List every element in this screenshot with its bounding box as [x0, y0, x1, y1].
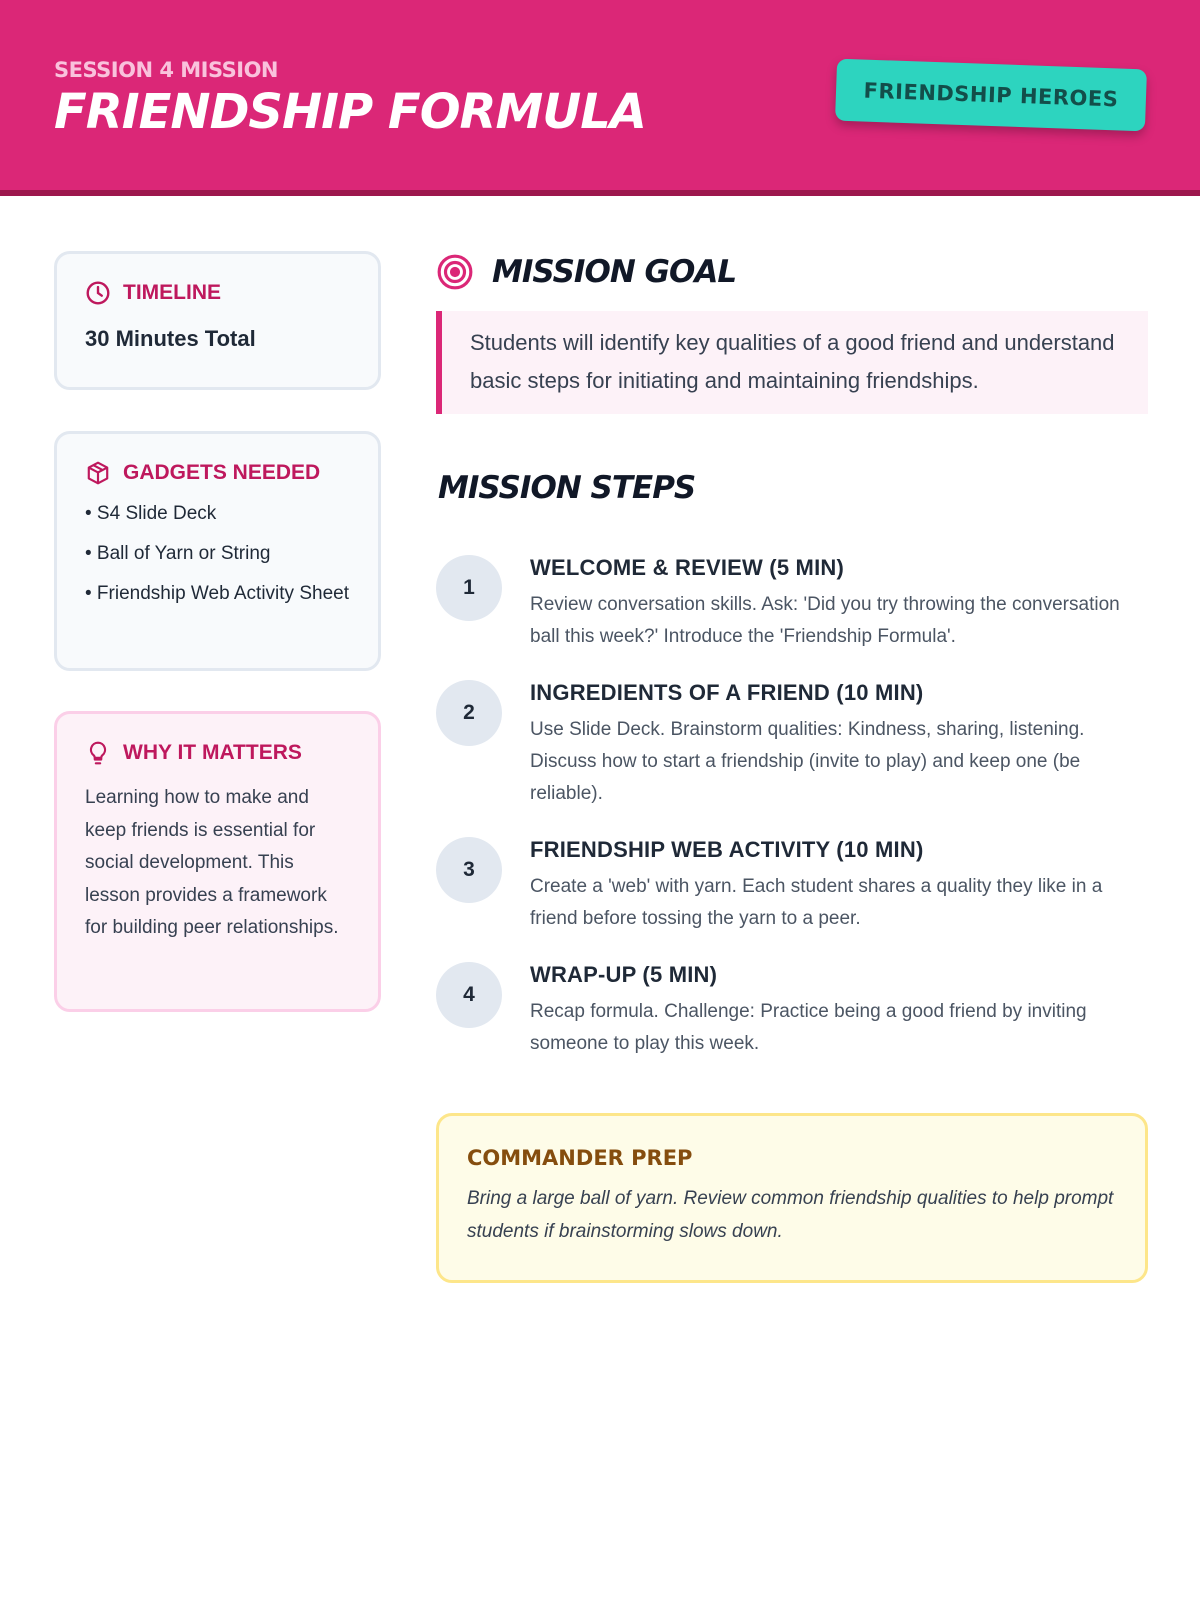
timeline-value: 30 Minutes Total — [85, 326, 256, 351]
prep-heading: COMMANDER PREP — [467, 1146, 693, 1170]
gadgets-card — [54, 431, 381, 671]
step-description: Review conversation skills. Ask: 'Did you try throwing the conversation ball this week?' Introduce the 'Friendship Formula'. — [530, 594, 1120, 647]
step-title: FRIENDSHIP WEB ACTIVITY (10 MIN) — [530, 837, 924, 862]
list-item: • S4 Slide Deck — [85, 503, 217, 524]
gadgets-heading — [85, 460, 350, 486]
list-item: • Ball of Yarn or String — [85, 543, 271, 564]
step-number: 1 — [436, 555, 502, 621]
page-title: FRIENDSHIP FORMULA — [54, 84, 646, 140]
goal-text: Students will identify key qualities of a good friend and understand basic steps for initiating and maintaining friendships. — [436, 311, 1148, 414]
session-kicker: SESSION 4 MISSION — [54, 58, 279, 82]
steps-heading: MISSION STEPS — [438, 470, 696, 506]
lightbulb-icon — [85, 740, 111, 766]
gadgets-heading-text: GADGETS NEEDED — [123, 461, 321, 484]
clock-icon — [85, 280, 111, 306]
timeline-heading — [85, 280, 350, 306]
gadgets-list — [85, 500, 350, 607]
page-header — [0, 0, 1200, 196]
prep-text: Bring a large ball of yarn. Review common friendship qualities to help prompt students if brainstorming slows down. — [467, 1188, 1114, 1242]
why-card — [54, 711, 381, 1012]
step-title: WRAP-UP (5 MIN) — [530, 962, 718, 987]
commander-prep-card — [436, 1113, 1148, 1283]
timeline-card — [54, 251, 381, 390]
step-number: 4 — [436, 962, 502, 1028]
theme-badge: FRIENDSHIP HEROES — [835, 59, 1147, 132]
step-title: WELCOME & REVIEW (5 MIN) — [530, 555, 845, 580]
goal-heading-text: MISSION GOAL — [492, 254, 737, 290]
goal-heading — [436, 253, 736, 291]
step-number: 3 — [436, 837, 502, 903]
step-description: Recap formula. Challenge: Practice being a good friend by inviting someone to play this week. — [530, 1001, 1087, 1054]
why-heading — [85, 740, 350, 766]
why-text: Learning how to make and keep friends is essential for social development. This lesson provides a framework for building peer relationships. — [85, 787, 339, 938]
why-heading-text: WHY IT MATTERS — [123, 741, 302, 764]
step-number: 2 — [436, 680, 502, 746]
step-description: Use Slide Deck. Brainstorm qualities: Kindness, sharing, listening. Discuss how to start a friendship (invite to play) and keep one (be reliable). — [530, 719, 1085, 804]
list-item: • Friendship Web Activity Sheet — [85, 583, 349, 604]
step-title: INGREDIENTS OF A FRIEND (10 MIN) — [530, 680, 924, 705]
package-icon — [85, 460, 111, 486]
timeline-heading-text: TIMELINE — [123, 281, 221, 304]
step-description: Create a 'web' with yarn. Each student shares a quality they like in a friend before tossing the yarn to a peer. — [530, 876, 1103, 929]
target-icon — [436, 253, 474, 291]
